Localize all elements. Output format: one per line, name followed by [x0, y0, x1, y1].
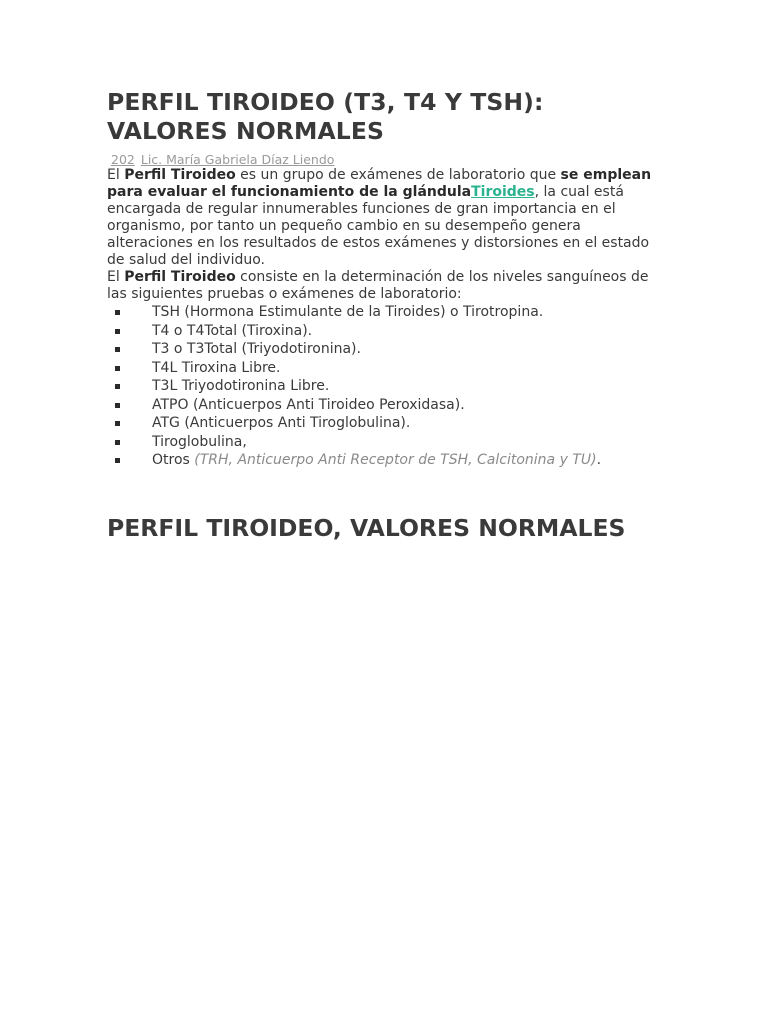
- list-item-text: ATPO (Anticuerpos Anti Tiroideo Peroxidasa).: [152, 396, 465, 413]
- square-bullet-icon: [115, 458, 120, 463]
- list-item-text: Tiroglobulina,: [152, 433, 247, 450]
- list-item: [107, 414, 667, 433]
- square-bullet-icon: [115, 403, 120, 408]
- list-item-text: T3L Triyodotironina Libre.: [152, 378, 330, 394]
- title-line-1: PERFIL TIROIDEO (T3, T4 Y TSH):: [107, 88, 544, 116]
- section-title: PERFIL TIROIDEO, VALORES NORMALES: [107, 514, 626, 542]
- list-item-text: T4L Tiroxina Libre.: [152, 359, 281, 376]
- tests-intro-text: El: [107, 269, 125, 285]
- article-title: [107, 88, 667, 146]
- list-item-text: ATG (Anticuerpos Anti Tiroglobulina).: [152, 415, 411, 431]
- list-item: [107, 340, 667, 359]
- tiroides-link[interactable]: Tiroides: [471, 184, 535, 200]
- comment-count-link[interactable]: 202: [111, 152, 135, 167]
- square-bullet-icon: [115, 347, 120, 352]
- article-content: [107, 88, 667, 470]
- square-bullet-icon: [115, 310, 120, 315]
- article-meta: [107, 152, 667, 167]
- list-item: [107, 359, 667, 378]
- list-item: [107, 396, 667, 415]
- intro-bold-term: Perfil Tiroideo: [124, 167, 236, 183]
- square-bullet-icon: [115, 329, 120, 334]
- square-bullet-icon: [115, 366, 120, 371]
- list-item-text: T3 o T3Total (Triyodotironina).: [152, 341, 361, 357]
- list-item-others: [107, 451, 667, 470]
- intro-text: es un grupo de exámenes de laboratorio que: [235, 167, 561, 183]
- list-item-text: T4 o T4Total (Tiroxina).: [152, 322, 313, 339]
- author-link[interactable]: Lic. María Gabriela Díaz Liendo: [140, 152, 335, 167]
- intro-text: , la cual está encargada de regular innumerables funciones de gran importancia en el organismo, por tanto un pequeño cambio en su desempeño genera alteraciones en los resultados de estos exámenes y distorsiones en el estado de salud del individuo.: [107, 184, 650, 268]
- others-label: Otros: [152, 452, 195, 468]
- list-item: [107, 433, 667, 452]
- tests-intro-bold-term: Perfil Tiroideo: [124, 269, 236, 285]
- tests-intro-text: consiste en la determinación de los niveles sanguíneos de las siguientes pruebas o exámenes de laboratorio:: [107, 269, 649, 302]
- square-bullet-icon: [115, 421, 120, 426]
- others-end: .: [596, 452, 602, 468]
- intro-text: El: [107, 167, 125, 183]
- others-detail: (TRH, Anticuerpo Anti Receptor de TSH, Calcitonina y TU): [194, 452, 597, 468]
- list-item: [107, 322, 667, 341]
- list-item: [107, 303, 667, 322]
- list-item: [107, 377, 667, 396]
- list-item-text: TSH (Hormona Estimulante de la Tiroides) o Tirotropina.: [152, 304, 544, 320]
- tests-list: [107, 303, 667, 470]
- intro-bold-phrase: se emplean para evaluar el funcionamiento de la glándula: [107, 167, 652, 200]
- title-line-2: VALORES NORMALES: [107, 117, 385, 145]
- square-bullet-icon: [115, 440, 120, 445]
- tests-intro-paragraph: [107, 269, 667, 303]
- intro-paragraph: [107, 167, 667, 269]
- square-bullet-icon: [115, 384, 120, 389]
